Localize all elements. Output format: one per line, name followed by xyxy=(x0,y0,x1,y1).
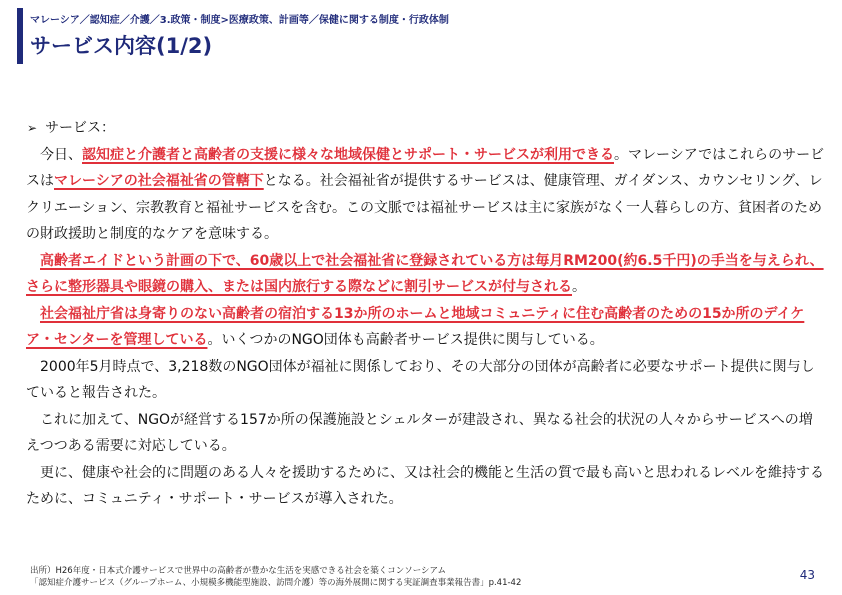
source-line-1: 出所）H26年度・日本式介護サービスで世界中の高齢者が豊かな生活を実感できる社会を築くコンソーシアム xyxy=(30,566,446,576)
paragraph-text: 。マレーシアではこれらのサービスは xyxy=(26,146,825,189)
highlighted-text: 認知症と介護者と高齢者の支援に様々な地域保健とサポート・サービスが利用できる xyxy=(82,146,614,163)
main-content xyxy=(26,115,826,513)
page-number: 43 xyxy=(799,568,815,582)
highlighted-text: マレーシアの社会福祉省の管轄下 xyxy=(54,173,264,189)
paragraph-text: 。 xyxy=(572,279,586,295)
bullet-heading xyxy=(26,115,826,142)
highlighted-text: 社会福祉庁省は身寄りのない高齢者の宿泊する13か所のホームと地域コミュニティに住む高齢者のための15か所のデイケア・センターを管理している xyxy=(26,305,805,348)
bullet-label: サービス： xyxy=(45,120,116,136)
arrow-bullet-icon: ➢ xyxy=(27,121,38,135)
paragraph-6: 更に、健康や社会的に問題のある人々を援助するために、又は社会的機能と生活の質で最も高いと思われるレベルを維持するために、コミュニティ・サポート・サービスが導入された。 xyxy=(26,464,824,507)
paragraph-text: 。いくつかのNGO団体も高齢者サービス提供に関与している。 xyxy=(207,332,604,348)
breadcrumb: マレーシア／認知症／介護／3.政策・制度>医療政策、計画等／保健に関する制度・行政体制 xyxy=(30,15,449,26)
paragraph-3 xyxy=(26,301,826,354)
page-title: サービス内容(1/2) xyxy=(30,34,213,58)
paragraph-text: となる。社会福祉省が提供するサービスは、健康管理、ガイダンス、カウンセリング、レクリエーション、宗教教育と福祉サービスを含む。この文脈では福祉サービスは主に家族がなく一人暮らしの方、貧困者のための財政援助と制度的なケアを意味する。 xyxy=(26,173,823,242)
paragraph-2 xyxy=(26,248,826,301)
paragraph-4: 2000年5月時点で、3,218数のNGO団体が福祉に関係しており、その大部分の団体が高齢者に必要なサポート提供に関与していると報告された。 xyxy=(26,358,815,401)
paragraph-5: これに加えて、NGOが経営する157か所の保護施設とシェルターが建設され、異なる社会的状況の人々からサービスへの増えつつある需要に対応している。 xyxy=(26,411,813,454)
source-line-2: 「認知症介護サービス（グループホーム、小規模多機能型施設、訪問介護）等の海外展開に関する実証調査事業報告書」p.41-42 xyxy=(30,578,522,588)
paragraph-text: 今日、 xyxy=(40,146,82,163)
highlighted-text: 高齢者エイドという計画の下で、60歳以上で社会福祉省に登録されている方は毎月RM200(約6.5千円)の手当を与えられ、さらに整形器具や眼鏡の購入、または国内旅行する際などに割引サービスが付与される xyxy=(26,252,824,295)
title-accent-bar xyxy=(17,8,23,64)
paragraph-1 xyxy=(26,142,826,248)
source-citation xyxy=(30,565,521,589)
